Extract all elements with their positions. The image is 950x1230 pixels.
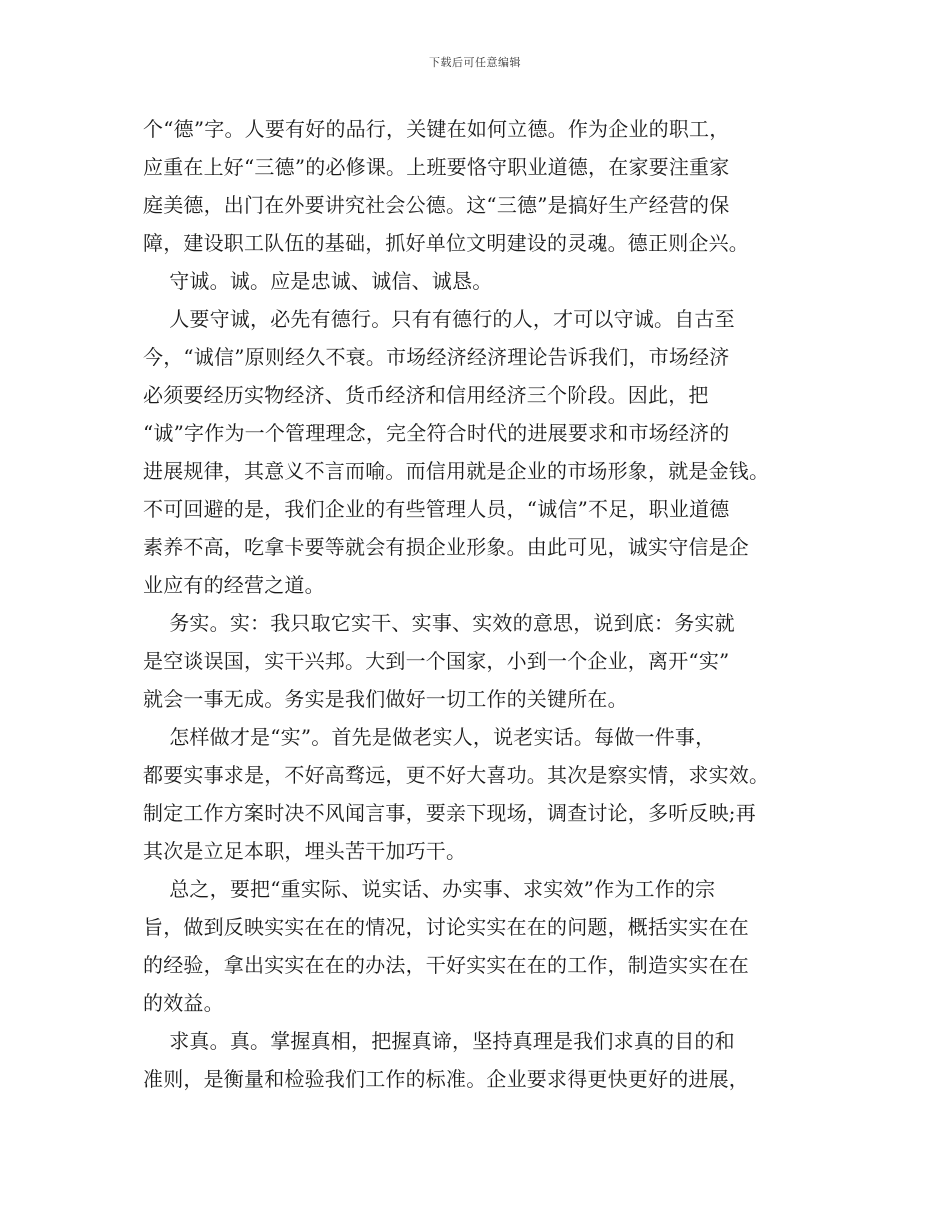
text-line: 不可回避的是，我们企业的有些管理人员，“诚信”不足，职业道德 [143, 497, 730, 521]
text-line: 障，建设职工队伍的基础，抓好单位文明建设的灵魂。德正则企兴。 [143, 231, 749, 255]
text-line: 制定工作方案时决不风闻言事，要亲下现场，调查讨论，多听反映;再 [143, 801, 756, 825]
text-line: 总之，要把“重实际、说实话、办实事、求实效”作为工作的宗 [143, 877, 716, 901]
text-line: 怎样做才是“实”。首先是做老实人，说老实话。每做一件事， [143, 725, 716, 749]
text-line: 个“德”字。人要有好的品行，关键在如何立德。作为企业的职工， [143, 117, 730, 141]
text-line: 应重在上好“三德”的必修课。上班要恪守职业道德，在家要注重家 [143, 155, 730, 179]
page-header: 下载后可任意编辑 [429, 56, 521, 69]
text-line: 守诚。诚。应是忠诚、诚信、诚恳。 [143, 269, 493, 293]
text-line: “诚”字作为一个管理理念，完全符合时代的进展要求和市场经济的 [143, 421, 730, 445]
text-line: 庭美德，出门在外要讲究社会公德。这“三德”是搞好生产经营的保 [143, 193, 730, 217]
text-line: 人要守诚，必先有德行。只有有德行的人，才可以守诚。自古至 [143, 307, 735, 331]
text-line: 就会一事无成。务实是我们做好一切工作的关键所在。 [143, 687, 628, 711]
text-line: 今，“诚信”原则经久不衰。市场经济经济理论告诉我们，市场经济 [143, 345, 730, 369]
text-line: 进展规律，其意义不言而喻。而信用就是企业的市场形象，就是金钱。 [143, 459, 770, 483]
text-line: 都要实事求是，不好高骛远，更不好大喜功。其次是察实情，求实效。 [143, 763, 770, 787]
text-line: 必须要经历实物经济、货币经济和信用经济三个阶段。因此，把 [143, 383, 709, 407]
text-line: 的经验，拿出实实在在的办法，干好实实在在的工作，制造实实在在 [143, 953, 749, 977]
text-line: 的效益。 [143, 991, 224, 1015]
text-line: 务实。实：我只取它实干、实事、实效的意思，说到底：务实就 [143, 611, 735, 635]
text-line: 是空谈误国，实干兴邦。大到一个国家，小到一个企业，离开“实” [143, 649, 730, 673]
document-body [143, 110, 813, 1098]
text-line: 旨，做到反映实实在在的情况，讨论实实在在的问题，概括实实在在 [143, 915, 749, 939]
text-line: 求真。真。掌握真相，把握真谛，坚持真理是我们求真的目的和 [143, 1029, 735, 1053]
text-line: 其次是立足本职，埋头苦干加巧干。 [143, 839, 467, 863]
text-line: 业应有的经营之道。 [143, 573, 325, 597]
text-line: 准则，是衡量和检验我们工作的标准。企业要求得更快更好的进展， [143, 1067, 749, 1091]
text-line: 素养不高，吃拿卡要等就会有损企业形象。由此可见，诚实守信是企 [143, 535, 749, 559]
